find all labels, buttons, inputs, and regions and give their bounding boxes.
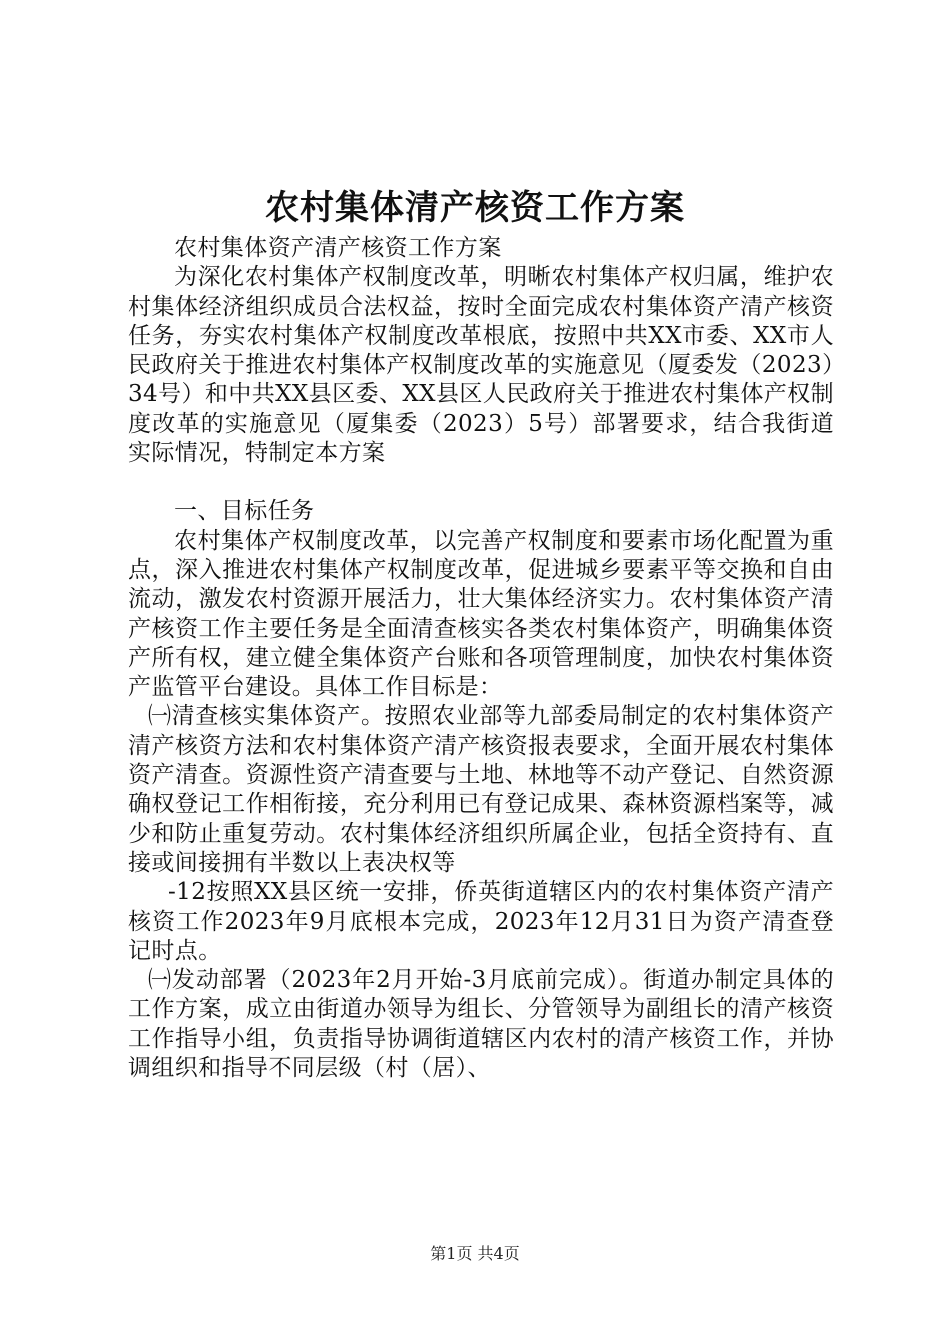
subtitle-paragraph: 农村集体资产清产核资工作方案: [174, 235, 502, 261]
section-heading: 一、目标任务: [174, 498, 315, 525]
intro-paragraph: 为深化农村集体产权制度改革，明晰农村集体产权归属，维护农村集体经济组织成员合法权益，按时全面完成农村集体资产清产核资任务，夯实农村集体产权制度改革根底，按照中共XX市委、XX市人民政府关于推进农村集体产权制度改革的实施意见（厦委发（2023）34号）和中共XX县区委、XX县区人民政府关于推进农村集体产权制度改革的实施意见（厦集委（2023）5号）部署要求，结合我街道实际情况，特制定本方案: [128, 264, 834, 467]
goals-paragraph: 农村集体产权制度改革，以完善产权制度和要素市场化配置为重点，深入推进农村集体产权制度改革，促进城乡要素平等交换和自由流动，激发农村资源开展活力，壮大集体经济实力。农村集体资产清产核资工作主要任务是全面清查核实各类农村集体资产，明确集体资产所有权，建立健全集体资产台账和各项管理制度，加快农村集体资产监管平台建设。具体工作目标是：: [128, 527, 834, 701]
deployment-paragraph: ㈠发动部署（2023年2月开始-3月底前完成）。街道办制定具体的工作方案，成立由街道办领导为组长、分管领导为副组长的清产核资工作指导小组，负责指导协调街道辖区内农村的清产核资工作，并协调组织和指导不同层级（村（居）、: [128, 967, 834, 1082]
page-number: 第1页 共4页: [430, 1244, 520, 1263]
document-title: 农村集体清产核资工作方案: [265, 188, 685, 228]
document-body: [128, 234, 834, 1083]
schedule-paragraph: -12按照XX县区统一安排，侨英街道辖区内的农村集体资产清产核资工作2023年9月底根本完成，2023年12月31日为资产清查登记时点。: [128, 879, 834, 964]
item-paragraph: ㈠清查核实集体资产。按照农业部等九部委局制定的农村集体资产清产核资方法和农村集体资产清产核资报表要求，全面开展农村集体资产清查。资源性资产清查要与土地、林地等不动产登记、自然资源确权登记工作相衔接，充分利用已有登记成果、森林资源档案等，减少和防止重复劳动。农村集体经济组织所属企业，包括全资持有、直接或间接拥有半数以上表决权等: [128, 703, 834, 876]
